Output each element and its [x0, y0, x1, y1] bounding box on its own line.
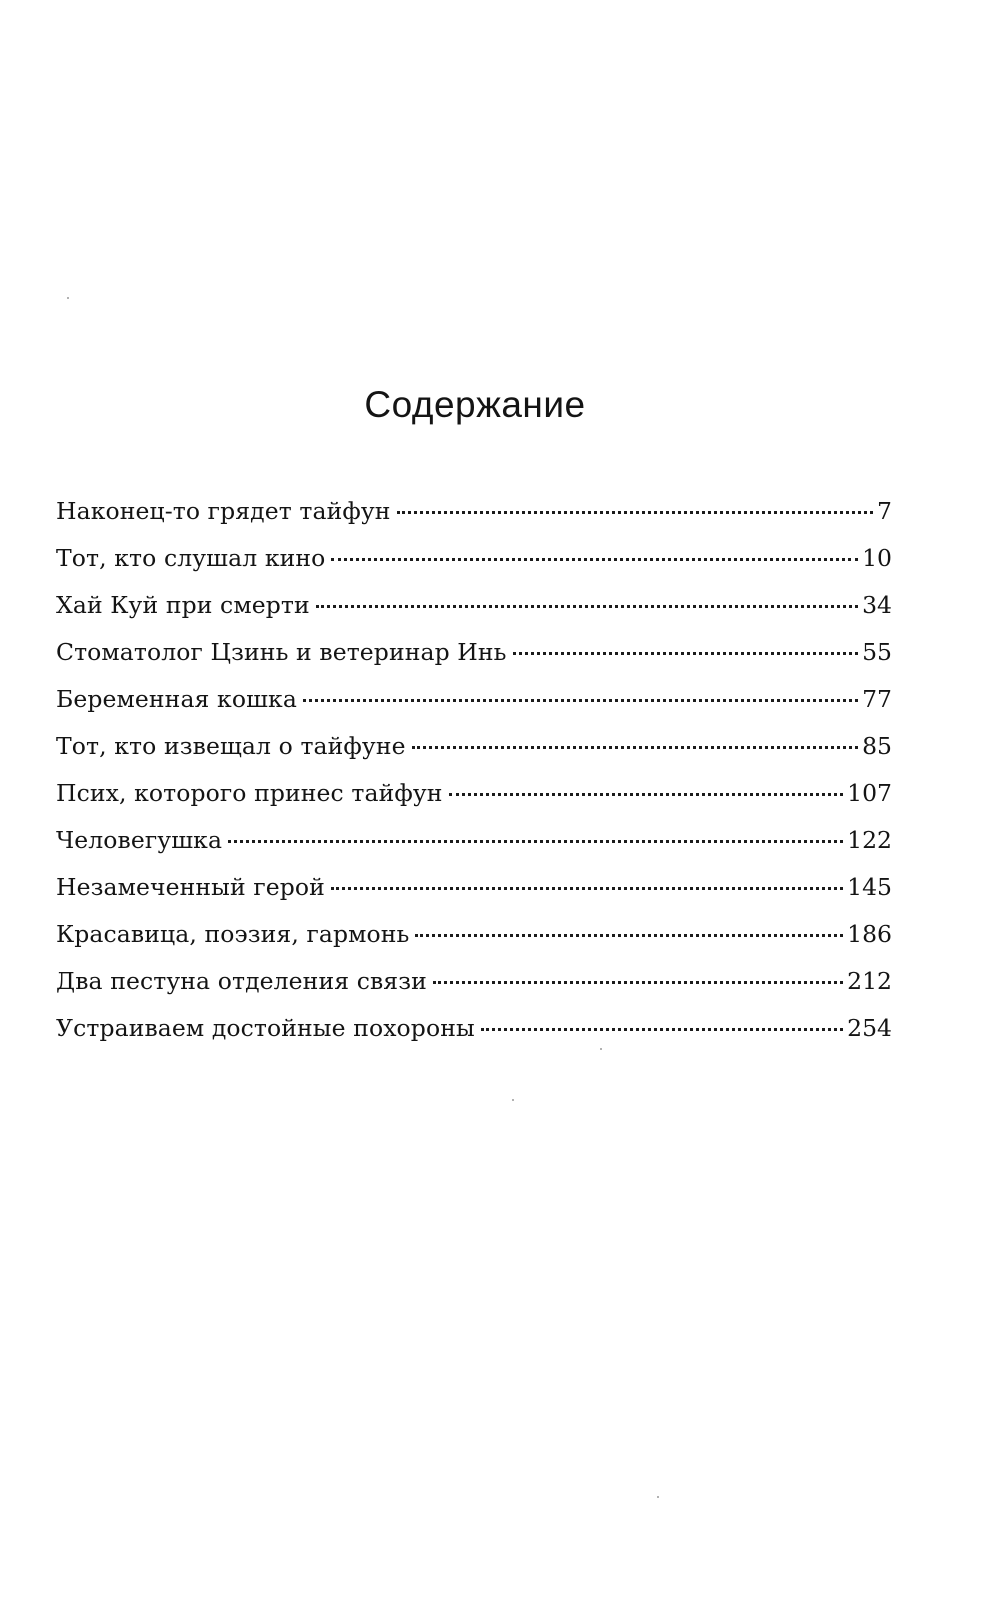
toc-entry-title: Хай Куй при смерти: [56, 591, 310, 619]
scan-speck: [512, 1099, 514, 1101]
toc-entry-page: 55: [862, 638, 892, 666]
toc-entry[interactable]: [56, 683, 892, 730]
toc-entry-title: Стоматолог Цзинь и ветеринар Инь: [56, 638, 507, 666]
scan-speck: [67, 297, 69, 299]
toc-list: [56, 495, 892, 1059]
toc-entry[interactable]: [56, 965, 892, 1012]
toc-entry-title: Тот, кто слушал кино: [56, 544, 326, 572]
dot-leader: [303, 699, 858, 702]
toc-entry-page: 85: [862, 732, 892, 760]
toc-entry[interactable]: [56, 1012, 892, 1059]
toc-entry-page: 7: [877, 497, 892, 525]
toc-entry[interactable]: [56, 871, 892, 918]
toc-entry[interactable]: [56, 777, 892, 824]
dot-leader: [331, 887, 843, 890]
toc-entry-title: Незамеченный герой: [56, 873, 325, 901]
toc-entry-title: Красавица, поэзия, гармонь: [56, 920, 410, 948]
dot-leader: [331, 558, 858, 561]
dot-leader: [228, 840, 843, 843]
dot-leader: [415, 934, 843, 937]
toc-entry-page: 107: [847, 779, 892, 807]
toc-entry-page: 186: [847, 920, 892, 948]
toc-entry-title: Тот, кто извещал о тайфуне: [56, 732, 406, 760]
toc-entry[interactable]: [56, 730, 892, 777]
scan-speck: [657, 1496, 659, 1498]
dot-leader: [513, 652, 859, 655]
toc-entry-title: Два пестуна отделения связи: [56, 967, 427, 995]
dot-leader: [481, 1028, 843, 1031]
toc-entry-page: 145: [847, 873, 892, 901]
toc-entry[interactable]: [56, 495, 892, 542]
toc-entry-title: Псих, которого принес тайфун: [56, 779, 443, 807]
toc-entry-page: 254: [847, 1014, 892, 1042]
dot-leader: [316, 605, 858, 608]
dot-leader: [397, 511, 873, 514]
page-title: Содержание: [364, 384, 586, 425]
dot-leader: [449, 793, 844, 796]
toc-entry[interactable]: [56, 542, 892, 589]
toc-entry[interactable]: [56, 636, 892, 683]
dot-leader: [433, 981, 843, 984]
toc-entry-title: Человегушка: [56, 826, 223, 854]
dot-leader: [412, 746, 858, 749]
toc-entry-page: 122: [847, 826, 892, 854]
toc-entry-page: 212: [847, 967, 892, 995]
toc-entry-page: 77: [862, 685, 892, 713]
toc-entry[interactable]: [56, 589, 892, 636]
toc-entry[interactable]: [56, 824, 892, 871]
toc-entry-title: Устраиваем достойные похороны: [56, 1014, 475, 1042]
toc-entry[interactable]: [56, 918, 892, 965]
toc-entry-page: 34: [862, 591, 892, 619]
toc-entry-title: Беременная кошка: [56, 685, 297, 713]
toc-entry-title: Наконец-то грядет тайфун: [56, 497, 391, 525]
toc-entry-page: 10: [862, 544, 892, 572]
